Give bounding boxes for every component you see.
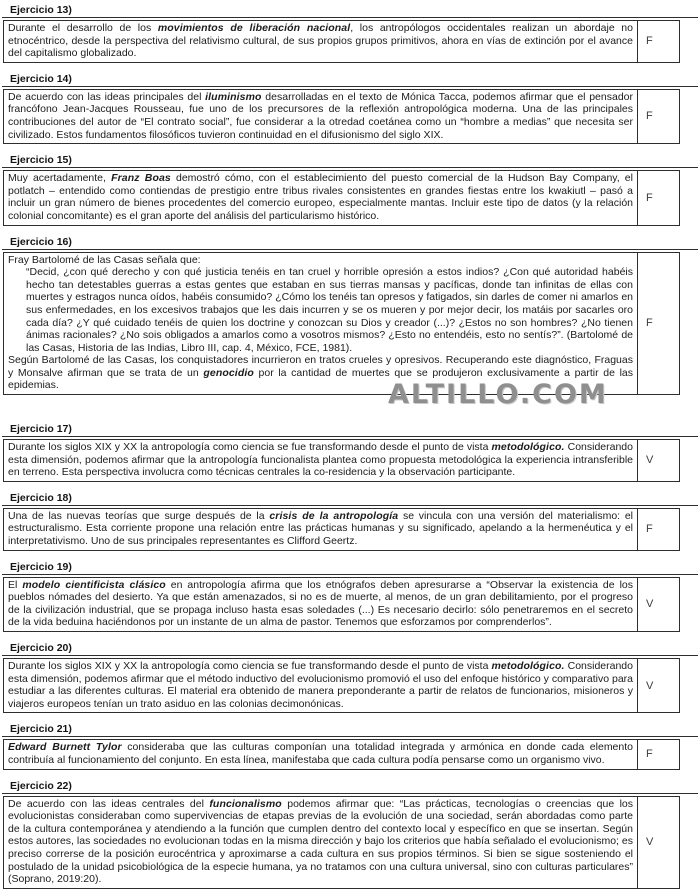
exercise-heading: Ejercicio 21) [2,723,698,737]
exercise-box [3,20,680,63]
exercise-section [0,236,700,396]
exercise-section [0,492,700,551]
answer-letter: V [646,598,654,611]
exercise-text-cell [4,440,637,481]
exercise-box [3,739,680,769]
exercise-paragraph: Fray Bartolomé de las Casas señala que: [8,253,201,266]
exercise-text-cell [4,253,637,395]
exercise-box [3,658,680,713]
exercise-box [3,577,680,632]
exercise-box [3,252,680,396]
answer-cell [637,440,679,481]
exercise-heading: Ejercicio 22) [2,780,698,794]
answer-cell [637,509,679,550]
answer-letter: F [646,191,653,204]
exercise-text-cell [4,90,637,143]
exercise-paragraph: El modelo cientificista clásico en antropología afirma que los etnógrafos deben apresurarse a “Observar la existencia de los pueblos nómades del desierto. Ya que están amenazados, si no es de muerte, al menos, de un gran debilitamiento, por el progreso de la civilización industrial, que se propaga incluso hasta esas soledades (...) Es necesario decirlo: sólo penetraremos en el secreto de la vida beduina haciéndonos por un instante de un alma de pastor. Tenemos que esforzamos por comprenderlos”. [8,578,633,629]
exercise-text-cell [4,659,637,712]
answer-letter: V [646,679,654,692]
exercise-text-cell [4,171,637,224]
exercise-text-cell [4,578,637,631]
exercise-box [3,89,680,144]
answer-cell [637,659,679,712]
answer-cell [637,253,679,395]
exercise-box [3,439,680,482]
exercise-paragraph: Durante los siglos XIX y XX la antropología como ciencia se fue transformando desde el punto de vista metodológico. Considerando esta dimensión, podemos afirmar que el método inductivo del evolucionismo promovió el uso del enfoque histórico y comparativo para estudiar a las diferentes culturas. El material era obtenido de manera preponderante a partir de relatos de funcionarios, misioneros y viajeros europeos tenían un trato asiduo en las colonias decimonónicas. [8,660,633,710]
exercise-heading: Ejercicio 13) [2,4,698,18]
answer-letter: F [646,523,653,536]
answer-letter: F [646,110,653,123]
exercise-section [0,154,700,225]
exercise-heading: Ejercicio 15) [2,154,698,168]
exercise-list [0,4,700,889]
exercise-paragraph: Una de las nuevas teorías que surge después de la crisis de la antropología se vincula con una versión del materialismo: el estructuralismo. Esta corriente propone una relación entre las prácticas humanas y su significado, apelando a la hermenéutica y el interpretativismo. Uno de sus principales representantes es Clifford Geertz. [8,509,634,548]
exercise-paragraph: De acuerdo con las ideas centrales del funcionalismo podemos afirmar que: “Las prácticas, tecnologías o creencias que los evolucionistas consideraban como supervivencias de etapas previas de la evolución de una sociedad, serán abordadas como parte de la cultura contemporánea y atendiendo a la función que cumplen dentro del contexto local y específico en que se insertan. Según estos autores, las sociedades no evolucionan todas en la misma dirección y bajo los criterios que había señalado el evolucionismo; es preciso correrse de la posición eurocéntrica y aproximarse a cada cultura en sus propios términos. Si bien se sigue sosteniendo el postulado de la unidad psicobiológica de la especie humana, ya no tratamos con una cultura universal, sino con culturas particulares” (Soprano, 2019:20). [8,797,634,886]
exercise-heading: Ejercicio 16) [2,236,698,250]
exercise-paragraph: Muy acertadamente, Franz Boas demostró cómo, con el establecimiento del puesto comercial de la Hudson Bay Company, el potlatch – entendido como contiendas de prestigio entre tribus rivales consistentes en grandes fiestas entre los kwakiutl – pasó a incluir un gran número de bienes procedentes del comercio europeo, especialmente mantas. Incluir este tipo de datos (y la relación colonial concomitante) es el gran aporte del análisis del particularismo histórico. [8,172,633,222]
exercise-heading: Ejercicio 20) [2,642,698,656]
exercise-paragraph: Durante los siglos XIX y XX la antropología como ciencia se fue transformando desde el punto de vista metodológico. Considerando esta dimensión, podemos afirmar que la antropología funcionalista plantea como propuesta metodológica la experiencia intransferible en terreno. Esta perspectiva involucra como técnicas centrales la co-residencia y la observación participante. [8,441,633,479]
exercise-section [0,561,700,632]
exercise-box [3,508,680,551]
exercise-section [0,423,700,482]
exercise-section [0,723,700,769]
answer-cell [637,171,679,224]
exercise-section [0,780,700,889]
exercise-heading: Ejercicio 17) [2,423,698,437]
exercise-section [0,4,700,63]
exercise-text-cell [4,797,637,888]
exercise-text-cell [4,740,637,768]
exercise-text-cell [4,21,637,62]
exercise-heading: Ejercicio 18) [2,492,698,506]
exercise-section [0,642,700,713]
exercise-heading: Ejercicio 14) [2,73,698,87]
exercise-text-cell [4,509,637,550]
answer-letter: F [646,748,653,761]
answer-letter: F [646,35,653,48]
exercise-section [0,73,700,144]
exercise-paragraph: De acuerdo con las ideas principales del iluminismo desarrolladas en el texto de Mónica Tacca, podemos afirmar que el pensador francófono Jean-Jacques Rousseau, fue uno de los precursores de la reflexión antropológica moderna. Una de las principales contribuciones del autor de “El contrato social”, fue considerar a la otredad coetánea como un “hombre a medias” que necesita ser civilizado. Estos fundamentos filosóficos tuvieron continuidad en el difusionismo del siglo XIX. [8,90,633,141]
exercise-paragraph: Según Bartolomé de las Casas, los conquistadores incurrieron en tratos crueles y opresivos. Recuperando este diagnóstico, Fraguas y Monsalve afirman que se trata de un genocidio por la cantidad de muertes que se produjeron exclusivamente a partir de las epidemias. [8,354,633,392]
exercise-paragraph: Edward Burnett Tylor consideraba que las culturas componían una totalidad integrada y armónica en donde cada elemento contribuía al funcionamiento del conjunto. En esta línea, manifestaba que cada cultura podía pensarse como un organismo vivo. [8,741,633,766]
exercise-box [3,170,680,225]
answer-letter: F [646,317,653,330]
answer-cell [637,21,679,62]
answer-cell [637,90,679,143]
altillo-watermark: ALTILLO.COM [388,379,608,410]
answer-cell [637,578,679,631]
answer-letter: V [646,836,654,849]
answer-letter: V [646,454,654,467]
exercise-paragraph: Durante el desarrollo de los movimientos de liberación nacional, los antropólogos occidentales realizan un abordaje no etnocéntrico, desde la perspectiva del relativismo cultural, de sus propios grupos primitivos, ahora en vías de extinción por el avance del capitalismo globalizado. [8,22,633,60]
exercise-box [3,796,680,889]
exercise-heading: Ejercicio 19) [2,561,698,575]
exercise-paragraph: “Decid, ¿con qué derecho y con qué justicia tenéis en tan cruel y horrible opresión a estos indios? ¿Con qué autoridad habéis hecho tan detestables guerras a estas gentes que estaban en sus tierras mansas y pacíficas, donde tan infinitas de ellas con muertes y estragos nunca oídos, habéis consumido? ¿Cómo los tenéis tan opresos y fatigados, sin darles de comer ni amarlos en sus enfermedades, en los excesivos trabajos que les dais incurren y se os mueren y por mejor decir, los matáis por sacarles oro cada día? ¿Y qué cuidado tenéis de quien los doctrine y conozcan su Dios y creador (...)? ¿Estos no son hombres? ¿No tienen ánimas racionales? ¿No sois obligados a amarlos como a vosotros mismos? ¿Esto no entendéis, esto no sentís?”. (Bartolomé de las Casas, Historia de las Indias, Libro III, cap. 4, México, FCE, 1981). [26,266,633,354]
answer-cell [637,740,679,768]
answer-cell [637,797,679,888]
